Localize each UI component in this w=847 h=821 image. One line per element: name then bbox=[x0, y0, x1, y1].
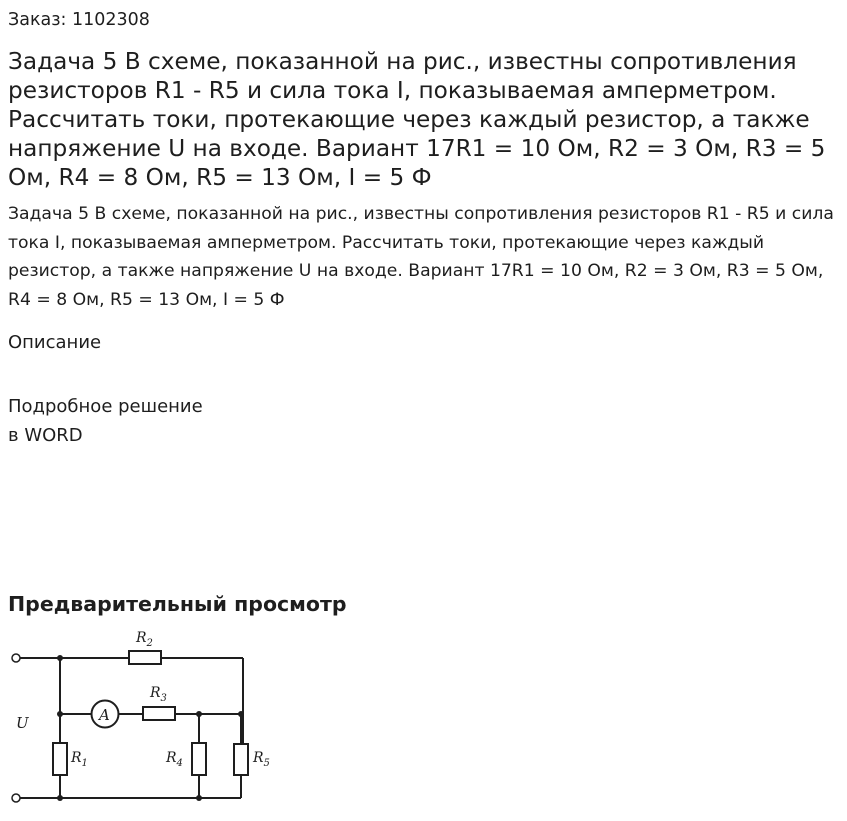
resistor-r1 bbox=[53, 743, 67, 775]
label-r1: $R_1$ bbox=[71, 750, 88, 769]
junction bbox=[196, 795, 202, 801]
junction bbox=[238, 711, 244, 717]
task-title: Задача 5 В схеме, показанной на рис., известны сопротивления резисторов R1 - R5 и сила тока I, показываемая амперметром. Рассчитать токи, протекающие через каждый резистор, а также напряжение U на входе. Вариант 17R1 = 10 Ом, R2 = 3 Ом, R3 = 5 Ом, R4 = 8 Ом, R5 = 13 Ом, I = 5 Ф bbox=[8, 48, 826, 191]
junction bbox=[57, 711, 63, 717]
preview-heading: Предварительный просмотр bbox=[8, 592, 347, 616]
resistor-r4 bbox=[192, 743, 206, 775]
task-description: Задача 5 В схеме, показанной на рис., известны сопротивления резисторов R1 - R5 и сила тока I, показываемая амперметром. Рассчитать токи, протекающие через каждый резистор, а также напряжение U на входе. Вариант 17R1 = 10 Ом, R2 = 3 Ом, R3 = 5 Ом, R4 = 8 Ом, R5 = 13 Ом, I = 5 Ф bbox=[8, 204, 834, 310]
resistor-r3 bbox=[143, 707, 175, 720]
junction-dots bbox=[57, 655, 244, 801]
solution-line-2: в WORD bbox=[8, 425, 83, 446]
label-r4: $R_4$ bbox=[166, 750, 183, 769]
solution-line-1: Подробное решение bbox=[8, 396, 203, 417]
voltage-label: U bbox=[16, 714, 29, 732]
ammeter-label: A bbox=[99, 706, 110, 724]
description-label: Описание bbox=[8, 332, 102, 353]
solution-info bbox=[8, 392, 203, 450]
terminal-top bbox=[12, 654, 20, 662]
resistor-r5 bbox=[234, 744, 248, 775]
label-r2: $R_2$ bbox=[136, 630, 153, 649]
circuit-diagram bbox=[8, 620, 278, 810]
junction bbox=[196, 711, 202, 717]
order-number: Заказ: 1102308 bbox=[8, 10, 150, 30]
circuit-wires bbox=[20, 658, 243, 798]
label-r5: $R_5$ bbox=[253, 750, 270, 769]
junction bbox=[57, 655, 63, 661]
junction bbox=[57, 795, 63, 801]
terminal-bottom bbox=[12, 794, 20, 802]
circuit-svg bbox=[8, 620, 278, 810]
label-r3: $R_3$ bbox=[150, 685, 167, 704]
resistor-r2 bbox=[129, 651, 161, 664]
